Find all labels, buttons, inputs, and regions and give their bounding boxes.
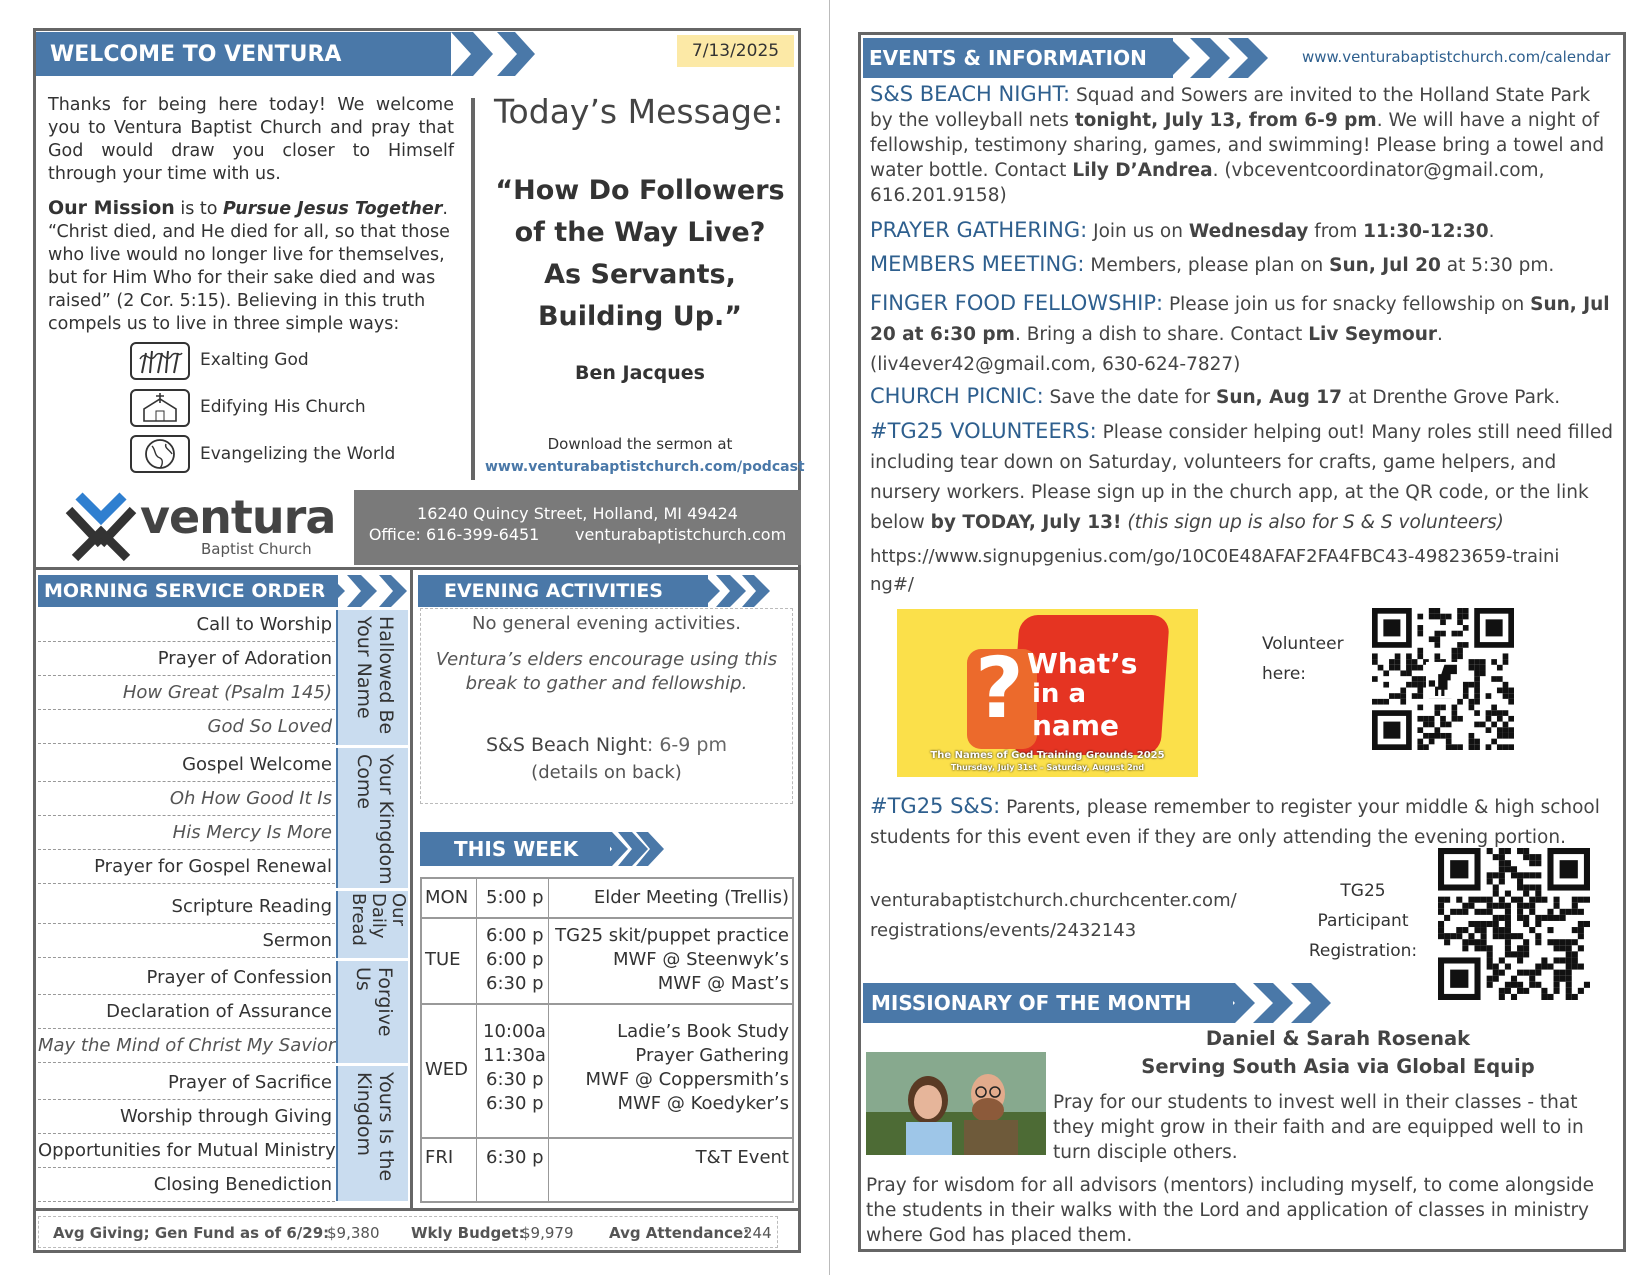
event-volunteers-title: #TG25 VOLUNTEERS: [870, 419, 1097, 443]
section-hallowed-label: Hallowed Be Your Name [353, 616, 397, 735]
service-header [38, 575, 338, 607]
hands-raised-icon [130, 342, 190, 380]
week-col-divider [476, 879, 477, 1201]
reg-link-1[interactable]: venturabaptistchurch.churchcenter.com/ [870, 890, 1237, 911]
evening-beach-label: S&S Beach Night [485, 734, 647, 756]
events-chevrons-icon [1150, 38, 1270, 78]
service-item: May the Mind of Christ My Savior [38, 1029, 335, 1063]
office-phone: Office: 616-399-6451 [368, 525, 540, 544]
evening-line1: No general evening activities. [472, 613, 741, 634]
event-prayer-title: PRAYER GATHERING: [870, 218, 1088, 242]
week-col-divider [548, 879, 549, 1201]
message-title [485, 170, 795, 338]
volunteer-here-2: here: [1262, 664, 1307, 684]
signup-link[interactable]: https://www.signupgenius.com/go/10C0E48AFAF2FA4FBC43-49823659-training#/ [870, 546, 1560, 595]
week-header [420, 832, 610, 866]
volunteer-here-1: Volunteer [1262, 634, 1344, 654]
mission-text: “Christ died, and He died for all, so that those who live would no longer live for themselves, but for Him Who for their sake died and was raised” (2 Cor. 5:15). Believing in this truth compels us to live in three simple ways: [48, 222, 450, 334]
section-daily-bread [336, 891, 408, 958]
welcome-bottom-divider [33, 567, 801, 570]
event-beach-title: S&S BEACH NIGHT: [870, 82, 1071, 106]
week-time: 10:00a [483, 1021, 546, 1042]
missionary-header [863, 983, 1233, 1023]
week-chevrons-icon [598, 832, 666, 866]
service-item: Sermon [38, 924, 335, 958]
week-event: MWF @ Coppersmith’s [585, 1069, 789, 1090]
week-time: 6:30 p [486, 1093, 544, 1114]
service-item: Prayer of Adoration [38, 642, 335, 676]
missionary-prayer-2: Pray for wisdom for all advisors (mentors) including myself, to come alongside the students in their walks with the Lord and application of classes in ministry where God has placed them. [866, 1175, 1595, 1246]
event-volunteers-text: Please consider helping out! Many roles still need filled including tear down on Saturday, volunteers for crafts, game helpers, and nursery workers. Please sign up in the church app, at the QR code, or the link below [870, 422, 1613, 533]
event-beach-when: tonight, July 13, from 6-9 pm [1074, 110, 1377, 131]
evening-beach-time: : 6-9 pm [646, 734, 727, 756]
welcome-header [36, 32, 451, 76]
event-prayer-time: 11:30-12:30 [1363, 221, 1489, 242]
banner-line1: What’s [1027, 647, 1138, 680]
reg-label-line: TG25 [1340, 881, 1386, 901]
section-bread-label: Our Daily Bread [348, 893, 409, 946]
week-day: MON [425, 887, 469, 908]
section-yours-label: Yours Is the Kingdom [353, 1072, 397, 1182]
event-beach-text: . We will have a night of fellowship, testimony sharing, games, and swimming! Please bring a towel and water bottle. Contact [870, 110, 1605, 181]
globe-icon [130, 435, 190, 473]
evening-beach-note: (details on back) [531, 762, 682, 783]
evening-box [420, 608, 793, 804]
event-prayer-text: Join us on [1087, 221, 1189, 242]
service-item: Prayer for Gospel Renewal [38, 850, 335, 884]
event-ss [870, 791, 1615, 853]
section-kingdom-label: Your Kingdom Come [353, 754, 397, 885]
event-volunteers [870, 416, 1618, 538]
way-exalting: Exalting God [200, 350, 309, 370]
week-day: TUE [425, 949, 461, 970]
banner-sub2: Thursday, July 31st – Saturday, August 2nd [950, 763, 1145, 772]
welcome-intro: Thanks for being here today! We welcome you to Ventura Baptist Church and pray that God would draw you closer to Himself through your time with us. [48, 95, 454, 184]
events-header-label: EVENTS & INFORMATION [869, 46, 1147, 70]
evening-header [418, 575, 708, 607]
mission-end: . [442, 199, 448, 219]
event-finger-text: . (liv4ever42@gmail.com, 630-624-7827) [870, 324, 1443, 375]
evening-chevrons-icon [690, 575, 770, 607]
banner-sub1: The Names of God Training Grounds 2025 [930, 750, 1165, 761]
event-picnic-end: at Drenthe Grove Park. [1342, 387, 1561, 408]
service-item: Call to Worship [38, 608, 335, 642]
welcome-chevrons-icon [405, 32, 535, 76]
section-forgive-us [336, 961, 408, 1063]
way-edifying: Edifying His Church [200, 397, 366, 417]
event-members-text: Members, please plan on [1084, 255, 1330, 276]
event-ss-title: #TG25 S&S: [870, 794, 1001, 818]
week-time: 6:30 p [486, 973, 544, 994]
event-beach-contact: Lily D’Andrea [1072, 160, 1213, 181]
ventura-logo-icon [65, 490, 147, 562]
evening-line2: Ventura’s elders encourage using this break to gather and fellowship. [435, 649, 778, 694]
event-picnic-text: Save the date for [1043, 387, 1216, 408]
event-picnic-date: Sun, Aug 17 [1216, 387, 1343, 408]
banner-line2: in a [1032, 679, 1087, 709]
tg25-banner [897, 609, 1198, 777]
mission-italic: Pursue Jesus Together [223, 199, 443, 219]
reg-label-line: Registration: [1308, 941, 1418, 961]
event-picnic [870, 384, 1615, 410]
event-beach-text: Squad and Sowers are invited to the Holland State Park by the volleyball nets [870, 85, 1591, 131]
week-time: 6:30 p [486, 1147, 544, 1168]
events-header [863, 38, 1173, 78]
week-event: MWF @ Mast’s [657, 973, 789, 994]
event-prayer-text: from [1308, 221, 1364, 242]
event-finger-text: . Bring a dish to share. Contact [1014, 324, 1309, 345]
message-title-line: As Servants, [544, 259, 736, 290]
registration-qr-code-icon[interactable] [1438, 848, 1590, 1000]
week-time: 6:00 p [486, 925, 544, 946]
service-item: Declaration of Assurance [38, 995, 335, 1029]
event-members-date: Sun, Jul 20 [1329, 255, 1441, 276]
event-finger-text: Please join us for snacky fellowship on [1163, 294, 1531, 315]
event-prayer-day: Wednesday [1188, 221, 1309, 242]
address-line: 16240 Quincy Street, Holland, MI 49424 [417, 504, 738, 523]
week-table [420, 877, 794, 1203]
missionary-photo [866, 1052, 1046, 1155]
missionary-header-label: MISSIONARY OF THE MONTH [871, 991, 1192, 1015]
event-prayer-end: . [1488, 221, 1495, 242]
week-row-divider [422, 1003, 792, 1005]
logo-wordmark: ventura [140, 490, 336, 544]
week-row-divider [422, 1137, 792, 1139]
message-speaker: Ben Jacques [575, 362, 705, 384]
service-item: Oh How Good It Is [38, 782, 335, 816]
service-item: Opportunities for Mutual Ministry [38, 1134, 335, 1168]
giving-value: $9,380 [327, 1224, 380, 1242]
budget-label: Wkly Budget: [411, 1224, 525, 1242]
center-fold [829, 0, 830, 1275]
logo-subtitle: Baptist Church [201, 540, 312, 558]
bulletin-date: 7/13/2025 [677, 35, 794, 67]
service-item: Worship through Giving [38, 1100, 335, 1134]
reg-link-2[interactable]: registrations/events/2432143 [870, 920, 1137, 941]
event-members [870, 252, 1615, 278]
event-ss-text: Parents, please remember to register your middle & high school students for this event even if they are only attending the evening portion. [870, 797, 1600, 848]
week-day: FRI [425, 1147, 454, 1168]
address-box [354, 490, 801, 565]
service-item: Prayer of Confession [38, 961, 335, 995]
volunteer-qr-code-icon[interactable] [1372, 608, 1514, 750]
service-item: How Great (Psalm 145) [38, 676, 335, 710]
service-item: Gospel Welcome [38, 748, 335, 782]
missionary-names: Daniel & Sarah Rosenak [1205, 1027, 1471, 1050]
service-divider [410, 570, 413, 1208]
event-volunteers-note: (this sign up is also for S & S volunteers) [1127, 512, 1504, 533]
week-time: 5:00 p [486, 887, 544, 908]
podcast-link[interactable]: www.venturabaptistchurch.com/podcast [485, 459, 805, 475]
week-event: Prayer Gathering [635, 1045, 789, 1066]
way-evangelizing: Evangelizing the World [200, 444, 396, 464]
church-building-icon [130, 389, 190, 427]
message-title-line: of the Way Live? [514, 217, 766, 248]
section-forgive-label: Forgive Us [352, 967, 396, 1037]
reg-label [1300, 876, 1426, 966]
event-prayer [870, 218, 1615, 244]
attendance-label: Avg Attendance: [609, 1224, 750, 1242]
message-title-line: Building Up.” [537, 301, 743, 332]
evening-header-label: EVENING ACTIVITIES [444, 580, 663, 602]
week-event: Ladie’s Book Study [617, 1021, 789, 1042]
giving-label: Avg Giving; Gen Fund as of 6/29: [53, 1224, 330, 1242]
week-event: TG25 skit/puppet practice [555, 925, 789, 946]
section-hallowed [336, 610, 408, 745]
budget-value: $9,979 [521, 1224, 574, 1242]
week-time: 11:30a [483, 1045, 546, 1066]
event-members-end: at 5:30 pm. [1440, 255, 1555, 276]
missionary-prayer-1: Pray for our students to invest well in their classes - that they might grow in their faith and are equipped well to in turn disciple others. [1053, 1092, 1584, 1163]
attendance-value: 244 [743, 1224, 772, 1242]
service-item: Closing Benediction [38, 1168, 335, 1202]
event-finger-food [870, 288, 1618, 380]
week-event: MWF @ Koedyker’s [617, 1093, 789, 1114]
section-yours-kingdom [336, 1066, 408, 1201]
week-event: Elder Meeting (Trellis) [593, 887, 789, 908]
message-title-line: “How Do Followers [495, 175, 785, 206]
banner-line3: name [1032, 709, 1119, 742]
evening-beach [421, 734, 792, 756]
week-header-label: THIS WEEK [454, 837, 579, 861]
event-finger-contact: Liv Seymour [1308, 324, 1438, 345]
office-line [354, 524, 801, 545]
banner-question-mark: ? [975, 639, 1024, 737]
church-site: venturabaptistchurch.com [574, 525, 787, 544]
event-members-title: MEMBERS MEETING: [870, 252, 1085, 276]
mission-block [48, 197, 454, 336]
calendar-link[interactable]: www.venturabaptistchurch.com/calendar [1302, 48, 1611, 66]
message-heading: Today’s Message: [494, 92, 784, 131]
welcome-divider [471, 98, 475, 480]
week-time: 6:00 p [486, 949, 544, 970]
download-label: Download the sermon at [547, 435, 733, 453]
week-row-divider [422, 917, 792, 919]
service-chevrons-icon [315, 575, 407, 607]
missionary-serving: Serving South Asia via Global Equip [1141, 1055, 1535, 1078]
stats-bar [38, 1216, 778, 1248]
week-day: WED [425, 1059, 469, 1080]
service-item: God So Loved [38, 710, 335, 744]
week-event: T&T Event [695, 1147, 789, 1168]
event-finger-title: FINGER FOOD FELLOWSHIP: [870, 291, 1164, 315]
event-beach-night [870, 82, 1615, 208]
event-volunteers-deadline: by TODAY, July 13! [930, 512, 1122, 533]
week-time: 6:30 p [486, 1069, 544, 1090]
mission-is: is to [174, 199, 224, 219]
welcome-header-label: WELCOME TO VENTURA [50, 41, 342, 67]
service-item: His Mercy Is More [38, 816, 335, 850]
stats-top-divider [33, 1208, 801, 1211]
week-event: MWF @ Steenwyk’s [612, 949, 789, 970]
missionary-chevrons-icon [1215, 983, 1333, 1023]
service-item: Prayer of Sacrifice [38, 1066, 335, 1100]
event-finger-when: Sun, Jul 20 at 6:30 pm [870, 294, 1610, 345]
mission-label: Our Mission [48, 197, 175, 219]
section-kingdom-come [336, 748, 408, 888]
event-picnic-title: CHURCH PICNIC: [870, 384, 1044, 408]
reg-label-line: Participant [1317, 911, 1409, 931]
event-beach-text: . (vbceventcoordinator@gmail.com, 616.201.9158) [870, 160, 1545, 206]
service-header-label: MORNING SERVICE ORDER [44, 580, 326, 602]
service-item: Scripture Reading [38, 890, 335, 924]
